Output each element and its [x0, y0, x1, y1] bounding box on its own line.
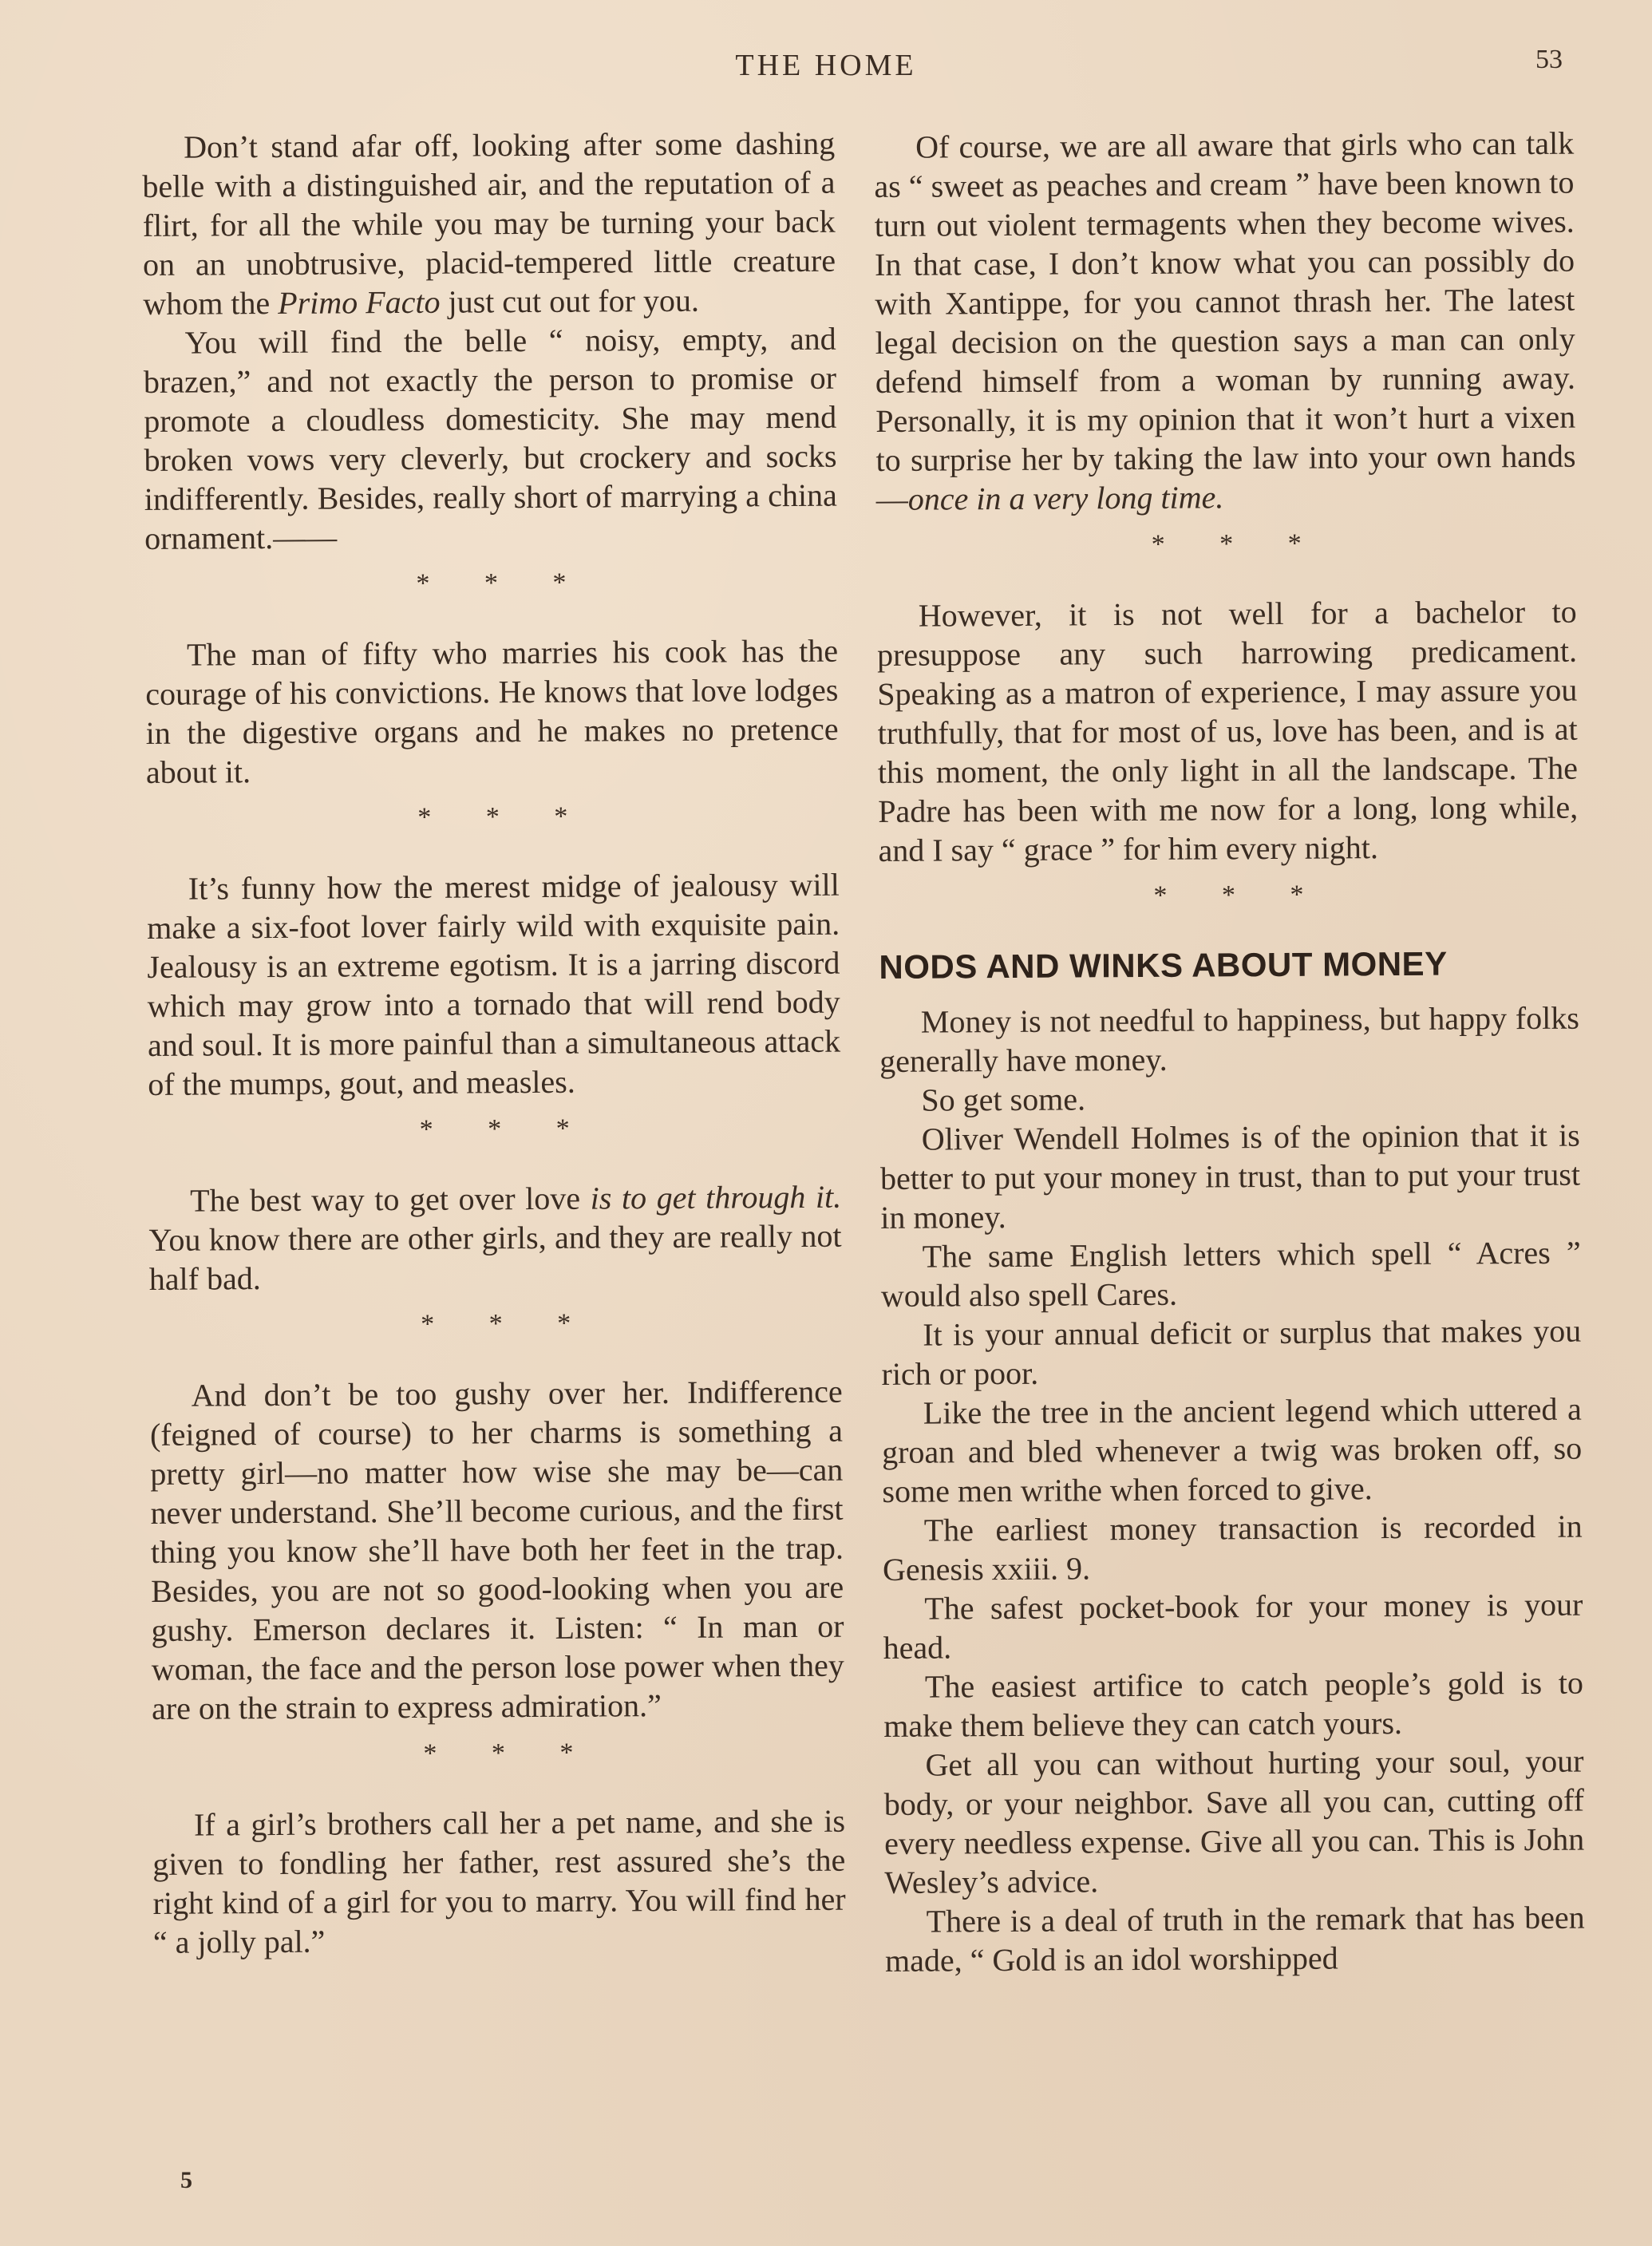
paragraph: You will find the belle “ noisy, empty, and brazen,” and not exactly the person to promise or promote a cloudless domesticity. She may mend broken vows very cleverly, but crockery and socks indifferently. Besides, really short of marrying a china ornament.——: [143, 320, 837, 556]
signature-mark: 5: [180, 2167, 192, 2193]
running-head: THE HOME: [735, 49, 917, 82]
paragraph: [148, 1177, 842, 1299]
section-break-stars: * * *: [1153, 880, 1328, 911]
maxim: There is a deal of truth in the remark that has been made, “ Gold is an idol worshipped: [884, 1899, 1585, 1979]
section-break-stars: * * *: [419, 1113, 594, 1145]
paragraph: It’s funny how the merest midge of jealousy will make a six-foot lover fairly wild with exquisite pain. Jealousy is an extreme egotism. It is a jarring discord which may grow into a tornado that will rend body and soul. It is more painful than a simultaneous attack of the mumps, gout, and measles.: [146, 866, 841, 1102]
maxim: It is your annual deficit or surplus that makes you rich or poor.: [881, 1312, 1582, 1392]
paragraph-text: just cut out for you.: [440, 282, 700, 320]
paragraph: However, it is not well for a bachelor to presuppose any such harrowing predicament. Speaking as a matron of experience, I may assure you truthfully, that for most of us, love has been, and is at this moment, the only light in all the landscape. The Padre has been with me now for a long, long while, and I say “ grace ” for him every night.: [876, 593, 1579, 868]
maxim: So get some.: [921, 1081, 1086, 1118]
italic-phrase: is to get through it.: [590, 1178, 842, 1216]
paragraph: [142, 124, 836, 323]
paragraph-text: The best way to get over love: [190, 1180, 591, 1219]
maxim: Like the tree in the ancient legend which uttered a groan and bled whenever a twig was broken off, so some men writhe when forced to give.: [881, 1390, 1583, 1509]
paragraph: And don’t be too gushy over her. Indifference (feigned of course) to her charms is something a pretty girl—no matter how wise she may be—can never understand. She’ll become curious, and the first thing you know she’ll have both her feet in the trap. Besides, you are not so good-looking when you are gushy. Emerson declares it. Listen: “ In man or woman, the face and the person lose power when they are on the strain to express admiration.”: [149, 1373, 844, 1726]
section-break-stars: * * *: [416, 567, 591, 599]
section-break-stars: * * *: [417, 801, 592, 832]
page-number: 53: [1535, 45, 1563, 74]
maxim: The earliest money transaction is recorded in Genesis xxiii. 9.: [882, 1508, 1583, 1588]
paragraph-text: Don’t stand afar off, looking after some dashing belle with a distinguished air, and the reputation of a flirt, for all the while you may be turning your back on an unobtrusive, placid-tempered little creature whom the: [142, 125, 836, 322]
maxim: The easiest artifice to catch people’s gold is to make them believe they can catch yours.: [883, 1664, 1584, 1744]
section-heading: NODS AND WINKS ABOUT MONEY: [879, 944, 1448, 986]
paragraph: [874, 124, 1576, 519]
paragraph: If a girl’s brothers call her a pet name, and she is given to fondling her father, rest assured she’s the right kind of a girl for you to marry. You will find her “ a jolly pal.”: [152, 1802, 846, 1960]
maxim: Oliver Wendell Holmes is of the opinion that it is better to put your money in trust, than to put your trust in money.: [879, 1117, 1581, 1236]
maxim: Get all you can without hurting your soul, your body, or your neighbor. Save all you can, cutting off every needless expense. Give all you can. This is John Wesley’s advice.: [883, 1742, 1585, 1900]
maxim: The same English letters which spell “ Acres ” would also spell Cares.: [880, 1234, 1581, 1314]
section-break-stars: * * *: [423, 1738, 598, 1769]
italic-phrase: Primo Facto: [278, 283, 441, 321]
section-break-stars: * * *: [421, 1308, 595, 1339]
left-column: [142, 124, 846, 1962]
right-column: [874, 124, 1585, 1980]
italic-phrase: once in a very long time.: [907, 479, 1224, 517]
paragraph-text: Of course, we are all aware that girls who can talk as “ sweet as peaches and cream ” have been known to turn out violent termagents when they become wives. In that case, I don’t know what you can possibly do with Xantippe, for you cannot thrash her. The latest legal decision on the question says a man can only defend himself from a woman by running away. Personally, it is my opinion that it won’t hurt a vixen to surprise her by taking the law into your own hands—: [874, 125, 1576, 517]
maxim: Money is not needful to happiness, but happy folks generally have money.: [879, 999, 1579, 1079]
section-break-stars: * * *: [1151, 528, 1326, 560]
paragraph: The man of fifty who marries his cook has the courage of his convictions. He knows that love lodges in the digestive organs and he makes no pretence about it.: [145, 632, 839, 790]
maxim: The safest pocket-book for your money is your head.: [883, 1586, 1583, 1666]
paragraph-text: You know there are other girls, and they are really not half bad.: [148, 1217, 842, 1297]
